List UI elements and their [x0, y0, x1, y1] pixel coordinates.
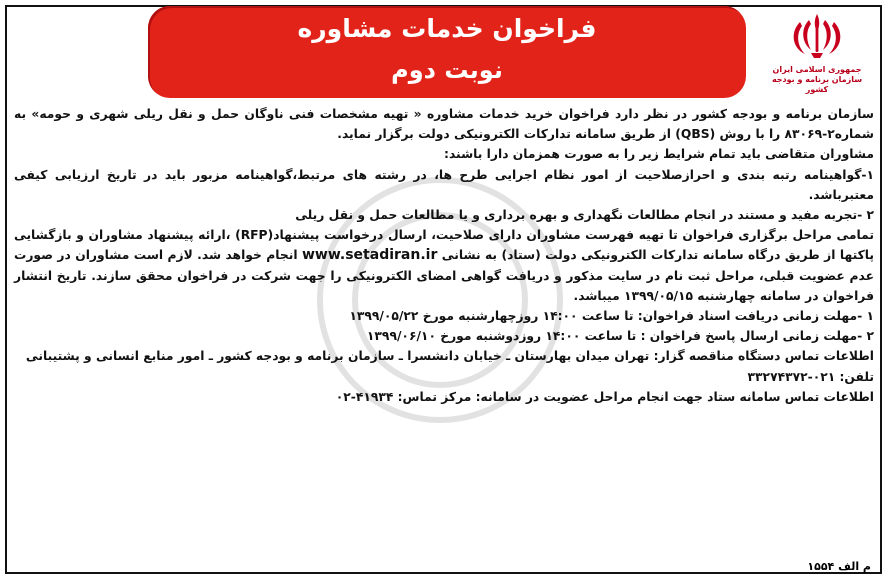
- notice-body: [14, 104, 874, 407]
- title-banner: [148, 6, 746, 98]
- iran-emblem-icon: [787, 10, 847, 64]
- setadiran-link[interactable]: www.setadiran.ir: [302, 247, 438, 264]
- logo-caption-org: سازمان برنامه و بودجه کشور: [771, 75, 863, 94]
- organization-logo: [762, 10, 872, 98]
- notice-title: فراخوان خدمات مشاوره: [297, 14, 597, 43]
- process-paragraph: تمامی مراحل برگزاری فراخوان تا تهیه فهرست مشاوران دارای صلاحیت، ارسال درخواست پیشنهاد(RFP) ،ارائه پیشنهاد مشاوران و بازگشایی پاکتها از طریق درگاه سامانه تدارکات الکترونیکی دولت (ستاد) به نشانی www.setadiran.ir انجام خواهد شد. لازم است مشاوران در صورت عدم عضویت قبلی، مراحل ثبت نام در سایت مذکور و دریافت گواهی امضای الکترونیکی را جهت شرکت در فراخوان محقق سازند. تاریخ انتشار فراخوان در سامانه چهارشنبه ۱۳۹۹/۰۵/۱۵ میباشد.: [14, 228, 875, 303]
- intro-paragraph: سازمان برنامه و بودجه کشور در نظر دارد فراخوان خرید خدمات مشاوره « تهیه مشخصات فنی ناوگان حمل و نقل ریلی شهری و حومه» به شماره۲-۸۳۰۶۹ را با روش (QBS) از طریق سامانه تدارکات الکترونیکی دولت برگزار نماید.: [14, 107, 874, 142]
- reference-number: م الف ۱۵۵۴: [807, 560, 871, 573]
- method-qbs: QBS: [680, 127, 710, 142]
- condition-2: ۲ -تجربه مفید و مستند در انجام مطالعات نگهداری و بهره برداری و یا مطالعات حمل و نقل ریلی: [295, 208, 874, 223]
- conditions-title: مشاوران متقاضی باید تمام شرایط زیر را به صورت همزمان دارا باشند:: [444, 147, 874, 162]
- condition-1: ۱-گواهینامه رتبه بندی و احرازصلاحیت از امور نظام اجرایی طرح ها، در رشته های مرتبط،گواهینامه مزبور باید در تاریخ ارزیابی کیفی معتبرباشد.: [14, 167, 874, 202]
- rfp-term: RFP: [240, 228, 268, 243]
- setad-contact: اطلاعات تماس سامانه ستاد جهت انجام مراحل عضویت در سامانه: مرکز تماس: ۴۱۹۳۴-۰۲: [335, 389, 874, 404]
- contact-info: اطلاعات تماس دستگاه مناقصه گزار: تهران میدان بهارستان ـ خیابان دانشسرا ـ سازمان برنامه و بودجه کشور ـ امور منابع انسانی و پشتیبانی: [25, 349, 874, 364]
- phone-number: ۰۲۱-۳۳۲۷۴۳۷۲: [747, 369, 836, 384]
- logo-caption-country: جمهوری اسلامی ایران: [772, 65, 862, 74]
- deadline-1: ۱ -مهلت زمانی دریافت اسناد فراخوان: تا ساعت ۱۴:۰۰ روزچهارشنبه مورخ ۱۳۹۹/۰۵/۲۲: [349, 309, 874, 324]
- notice-subtitle: نوبت دوم: [391, 56, 503, 84]
- deadline-2: ۲ -مهلت زمانی ارسال پاسخ فراخوان : تا ساعت ۱۴:۰۰ روزدوشنبه مورخ ۱۳۹۹/۰۶/۱۰: [366, 329, 874, 344]
- phone-line: تلفن: ۰۲۱-۳۳۲۷۴۳۷۲: [747, 369, 874, 384]
